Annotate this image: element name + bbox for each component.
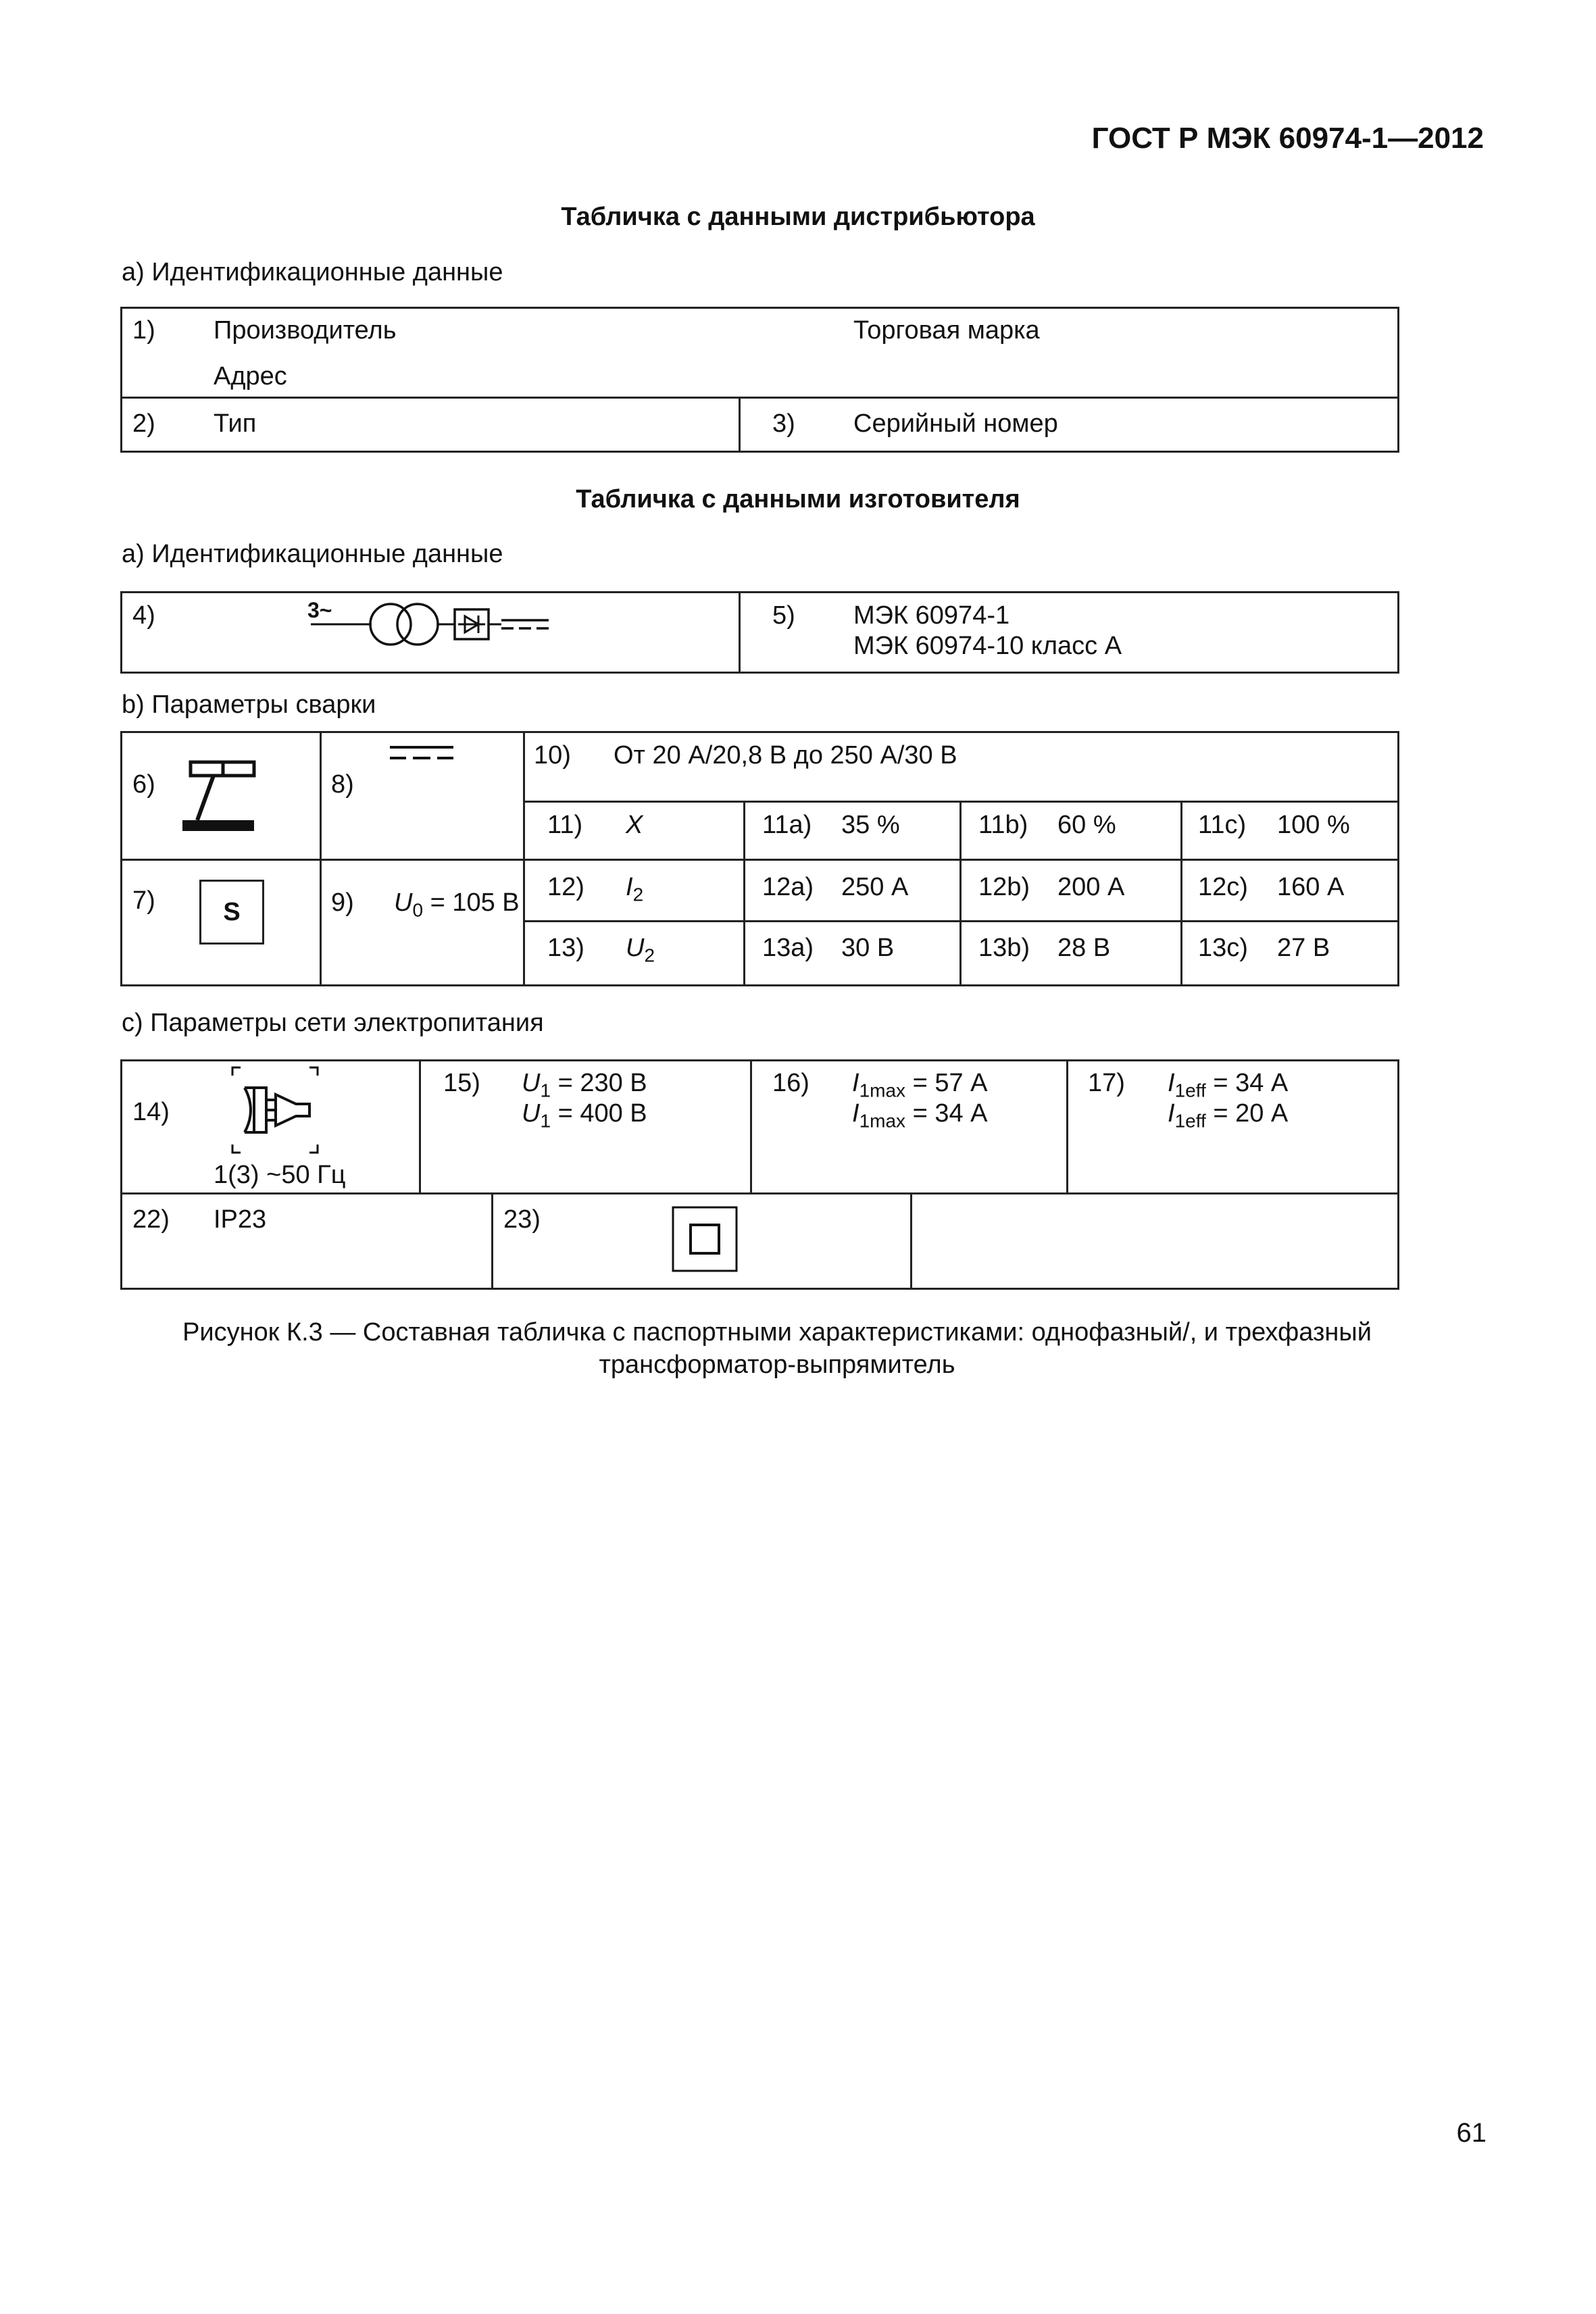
cell-8-number: 8) [331,770,354,799]
cell-6-number: 6) [132,770,155,799]
figure-caption: Рисунок К.3 — Составная табличка с паспортными характеристиками: однофазный/, и трехфазный трансформатор-выпрямитель [182,1318,1372,1379]
manufacturer-title: Табличка с данными изготовителя [576,485,1020,513]
address-label: Адрес [214,362,287,391]
page-number: 61 [1456,2118,1487,2148]
divider [120,1192,1399,1194]
cell-15-number: 15) [443,1069,480,1097]
cell-10-number: 10) [534,741,571,770]
divider [1180,801,1182,986]
cell-13b-number: 13b) [978,934,1030,962]
duty-cycle-b: 60 % [1057,811,1116,839]
mains-plug-icon [230,1065,320,1155]
voltage-c: 27 В [1277,934,1330,962]
cell-11-number: 11) [547,811,583,839]
direct-current-icon [389,743,456,763]
standard-line-2: МЭК 60974-10 класс А [853,632,1122,660]
mains-subtitle: с) Параметры сети электропитания [122,1009,544,1037]
duty-cycle-a: 35 % [841,811,900,839]
effective-current-2: $I_{1eff} = 20$ А [1168,1099,1289,1132]
cell-7-number: 7) [132,886,155,915]
class-ii-insulation-icon [671,1205,739,1273]
max-current-2: $I_{1max} = 34$ А [852,1099,988,1132]
cell-13-number: 13) [547,934,584,962]
transformer-rectifier-icon [311,595,561,669]
type-label: Тип [214,409,257,438]
cell-12-number: 12) [547,873,584,901]
distributor-subtitle: а) Идентификационные данные [122,258,503,286]
divider [910,1192,912,1290]
divider [1066,1059,1068,1194]
standard-line-1: МЭК 60974-1 [853,601,1010,630]
supply-voltage-1: $U_1 = 230$ В [522,1069,647,1101]
cell-11b-number: 11b) [978,811,1028,839]
divider [419,1059,421,1194]
effective-current-1: $I_{1eff} = 34$ А [1168,1069,1289,1101]
mains-frequency: 1(3) ~50 Гц [214,1161,346,1189]
divider [120,397,1399,399]
divider [320,731,322,986]
welding-subtitle: b) Параметры сварки [122,690,376,719]
ip-rating: IP23 [214,1205,267,1234]
document-id: ГОСТ Р МЭК 60974-1—2012 [1091,122,1484,155]
divider [739,591,741,674]
row-2-number: 2) [132,409,155,438]
supply-voltage-2: $U_1 = 400$ В [522,1099,647,1132]
cell-4-number: 4) [132,601,155,630]
divider [959,801,962,986]
cell-17-number: 17) [1088,1069,1125,1097]
s-symbol-icon: S [199,880,264,945]
trademark-label: Торговая марка [853,316,1040,345]
serial-label: Серийный номер [853,409,1058,438]
open-circuit-voltage: $U_0 = 105$ В [394,888,520,921]
manufacturer-label: Производитель [214,316,397,345]
voltage-a: 30 В [841,934,895,962]
distributor-title: Табличка с данными дистрибьютора [561,203,1035,231]
manufacturer-subtitle: а) Идентификационные данные [122,540,503,568]
cell-13c-number: 13c) [1198,934,1248,962]
welding-range: От 20 А/20,8 В до 250 А/30 В [614,741,957,770]
mma-welding-icon [182,757,264,832]
cell-12c-number: 12c) [1198,873,1248,901]
current-b: 200 А [1057,873,1125,901]
divider [743,801,745,986]
max-current-1: $I_{1max} = 57$ А [852,1069,988,1101]
voltage-symbol: $U_2$ [626,934,655,966]
phase-label: 3~ [307,598,332,622]
cell-16-number: 16) [772,1069,809,1097]
cell-23-number: 23) [503,1205,541,1234]
duty-cycle-c: 100 % [1277,811,1350,839]
cell-9-number: 9) [331,888,354,917]
cell-11a-number: 11a) [762,811,812,839]
divider [120,859,524,861]
row-3-number: 3) [772,409,795,438]
row-1-number: 1) [132,316,155,345]
cell-11c-number: 11c) [1198,811,1247,839]
current-c: 160 А [1277,873,1345,901]
duty-cycle-symbol: X [626,811,643,839]
current-a: 250 А [841,873,909,901]
divider [739,397,741,453]
current-symbol: $I_2$ [626,873,644,905]
divider [491,1192,493,1290]
voltage-b: 28 В [1057,934,1111,962]
divider [750,1059,752,1194]
cell-14-number: 14) [132,1098,170,1126]
cell-12a-number: 12a) [762,873,814,901]
cell-22-number: 22) [132,1205,170,1234]
cell-5-number: 5) [772,601,795,630]
cell-13a-number: 13a) [762,934,814,962]
cell-12b-number: 12b) [978,873,1030,901]
